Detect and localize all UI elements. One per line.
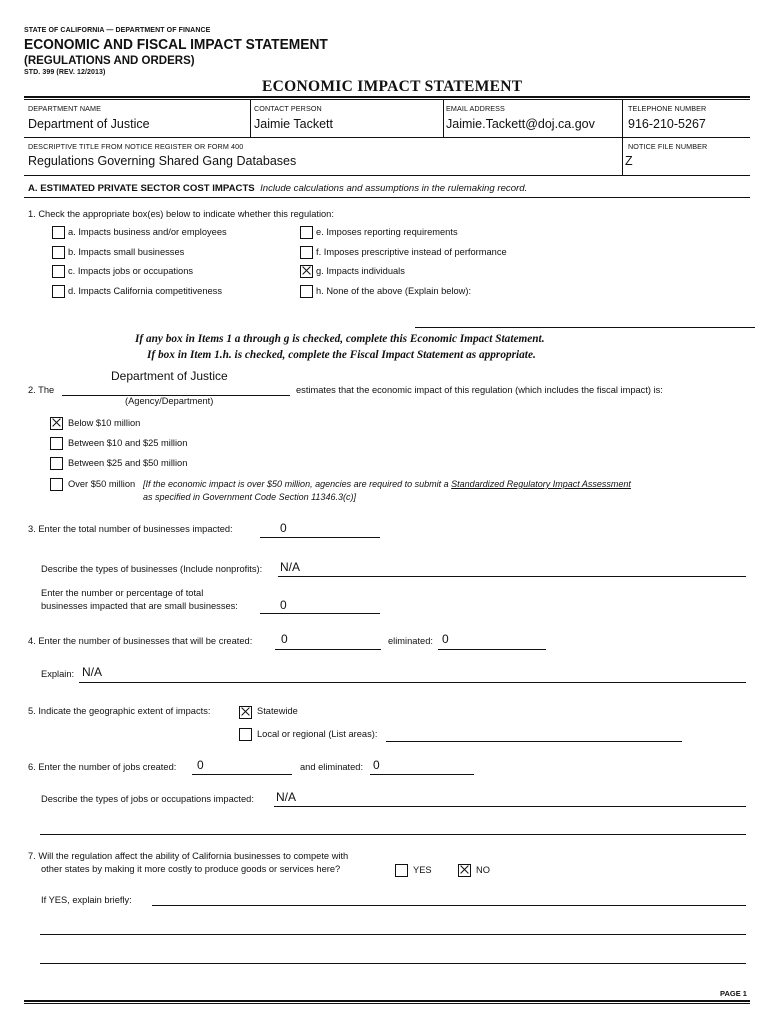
- q1-option-b-label: b. Impacts small businesses: [68, 247, 185, 257]
- q7-yes-checkbox[interactable]: [395, 864, 408, 877]
- q1-option-h-checkbox[interactable]: [300, 285, 313, 298]
- q1-option-c-label: c. Impacts jobs or occupations: [68, 266, 194, 276]
- q2-over50-note: [If the economic impact is over $50 million, agencies are required to submit a Standardized Regulatory Impact Assessment: [143, 479, 631, 489]
- q6-describe-label: Describe the types of jobs or occupations impacted:: [41, 794, 254, 804]
- telephone-label: TELEPHONE NUMBER: [628, 104, 707, 113]
- q4-created-value[interactable]: 0: [281, 632, 288, 646]
- q6-eliminated-value[interactable]: 0: [373, 758, 380, 772]
- local-regional-checkbox[interactable]: [239, 728, 252, 741]
- form-subtitle: (REGULATIONS AND ORDERS): [24, 55, 195, 67]
- q2-impact-option-1-label: Below $10 million: [68, 418, 141, 428]
- contact-person-field[interactable]: Jaimie Tackett: [254, 117, 333, 131]
- department-name-field[interactable]: Department of Justice: [28, 117, 150, 131]
- q7-no-label: NO: [476, 865, 490, 875]
- form-title: ECONOMIC AND FISCAL IMPACT STATEMENT: [24, 37, 328, 53]
- q1-option-c-checkbox[interactable]: [52, 265, 65, 278]
- telephone-field[interactable]: 916-210-5267: [628, 117, 706, 131]
- q4-explain-label: Explain:: [41, 669, 75, 679]
- q4-label: 4. Enter the number of businesses that will be created:: [28, 636, 253, 646]
- q3-small-value[interactable]: 0: [280, 598, 287, 612]
- department-name-label: DEPARTMENT NAME: [28, 104, 101, 113]
- q3-value[interactable]: 0: [280, 521, 287, 535]
- q5-label: 5. Indicate the geographic extent of impacts:: [28, 706, 211, 716]
- q6-eliminated-label: and eliminated:: [300, 762, 364, 772]
- q3-small-label-1: Enter the number or percentage of total: [41, 588, 204, 598]
- q7-label-1: 7. Will the regulation affect the ability of California businesses to compete with: [28, 851, 349, 861]
- q1-option-e-checkbox[interactable]: [300, 226, 313, 239]
- q1-option-a-checkbox[interactable]: [52, 226, 65, 239]
- q7-no-checkbox[interactable]: [458, 864, 471, 877]
- q2-agency-field[interactable]: Department of Justice: [111, 369, 228, 383]
- q2-impact-option-4-label: Over $50 million: [68, 479, 136, 489]
- q6-label: 6. Enter the number of jobs created:: [28, 762, 177, 772]
- q7-yes-label: YES: [413, 865, 432, 875]
- email-field[interactable]: Jaimie.Tackett@doj.ca.gov: [446, 117, 595, 131]
- q7-label-2: other states by making it more costly to produce goods or services here?: [41, 864, 341, 874]
- instruction-line-1: If any box in Items 1 a through g is checked, complete this Economic Impact Statement.: [135, 333, 545, 345]
- q2-suffix: estimates that the economic impact of this regulation (which includes the fiscal impact) is:: [296, 385, 663, 395]
- q4-explain-value[interactable]: N/A: [82, 665, 103, 679]
- notice-file-field[interactable]: Z: [625, 154, 633, 168]
- q2-impact-option-1-checkbox[interactable]: [50, 417, 63, 430]
- q4-eliminated-label: eliminated:: [388, 636, 433, 646]
- page-number: PAGE 1: [720, 989, 747, 998]
- q1-option-h-label: h. None of the above (Explain below):: [316, 286, 472, 296]
- q1-option-f-checkbox[interactable]: [300, 246, 313, 259]
- q1-option-f-label: f. Imposes prescriptive instead of performance: [316, 247, 507, 257]
- instruction-line-2: If box in Item 1.h. is checked, complete the Fiscal Impact Statement as appropriate.: [147, 349, 536, 361]
- form-number: STD. 399 (REV. 12/2013): [24, 69, 106, 76]
- q1-option-e-label: e. Imposes reporting requirements: [316, 227, 458, 237]
- local-regional-label: Local or regional (List areas):: [257, 729, 378, 739]
- q3-label: 3. Enter the total number of businesses impacted:: [28, 524, 233, 534]
- q2-impact-option-2-checkbox[interactable]: [50, 437, 63, 450]
- q2-impact-option-2-label: Between $10 and $25 million: [68, 438, 188, 448]
- contact-person-label: CONTACT PERSON: [254, 104, 322, 113]
- q2-agency-caption: (Agency/Department): [125, 396, 214, 406]
- q1-option-g-checkbox[interactable]: [300, 265, 313, 278]
- q1-option-a-label: a. Impacts business and/or employees: [68, 227, 227, 237]
- q2-over50-note-2: as specified in Government Code Section 11346.3(c)]: [143, 492, 356, 502]
- section-title: ECONOMIC IMPACT STATEMENT: [262, 78, 523, 95]
- descriptive-title-field[interactable]: Regulations Governing Shared Gang Databases: [28, 154, 297, 168]
- q1-text: 1. Check the appropriate box(es) below to indicate whether this regulation:: [28, 209, 334, 219]
- q6-created-value[interactable]: 0: [197, 758, 204, 772]
- statewide-checkbox[interactable]: [239, 706, 252, 719]
- q1-option-g-label: g. Impacts individuals: [316, 266, 405, 276]
- q3-describe-value[interactable]: N/A: [280, 560, 301, 574]
- statewide-label: Statewide: [257, 706, 298, 716]
- q1-option-b-checkbox[interactable]: [52, 246, 65, 259]
- email-label: EMAIL ADDRESS: [446, 104, 505, 113]
- section-a-heading: A. ESTIMATED PRIVATE SECTOR COST IMPACTS Include calculations and assumptions in the rulemaking record.: [28, 183, 528, 194]
- q7-explain-label: If YES, explain briefly:: [41, 895, 132, 905]
- notice-file-label: NOTICE FILE NUMBER: [628, 142, 708, 151]
- q1-option-d-label: d. Impacts California competitiveness: [68, 286, 222, 296]
- q4-eliminated-value[interactable]: 0: [442, 632, 449, 646]
- q3-small-label-2: businesses impacted that are small businesses:: [41, 601, 238, 611]
- q7-explain-line-2[interactable]: [40, 934, 746, 935]
- q7-explain-line-3[interactable]: [40, 963, 746, 964]
- q1-option-d-checkbox[interactable]: [52, 285, 65, 298]
- q7-explain-line-1[interactable]: [152, 905, 746, 906]
- sria-link[interactable]: Standardized Regulatory Impact Assessment: [451, 479, 631, 489]
- q2-impact-option-3-checkbox[interactable]: [50, 457, 63, 470]
- q6-describe-value[interactable]: N/A: [276, 790, 297, 804]
- q2-prefix: 2. The: [28, 385, 55, 395]
- q2-impact-option-3-label: Between $25 and $50 million: [68, 458, 188, 468]
- q2-impact-option-4-checkbox[interactable]: [50, 478, 63, 491]
- agency-header: STATE OF CALIFORNIA — DEPARTMENT OF FINANCE: [24, 27, 211, 34]
- descriptive-title-label: DESCRIPTIVE TITLE FROM NOTICE REGISTER OR FORM 400: [28, 142, 244, 151]
- q3-describe-label: Describe the types of businesses (Include nonprofits):: [41, 564, 263, 574]
